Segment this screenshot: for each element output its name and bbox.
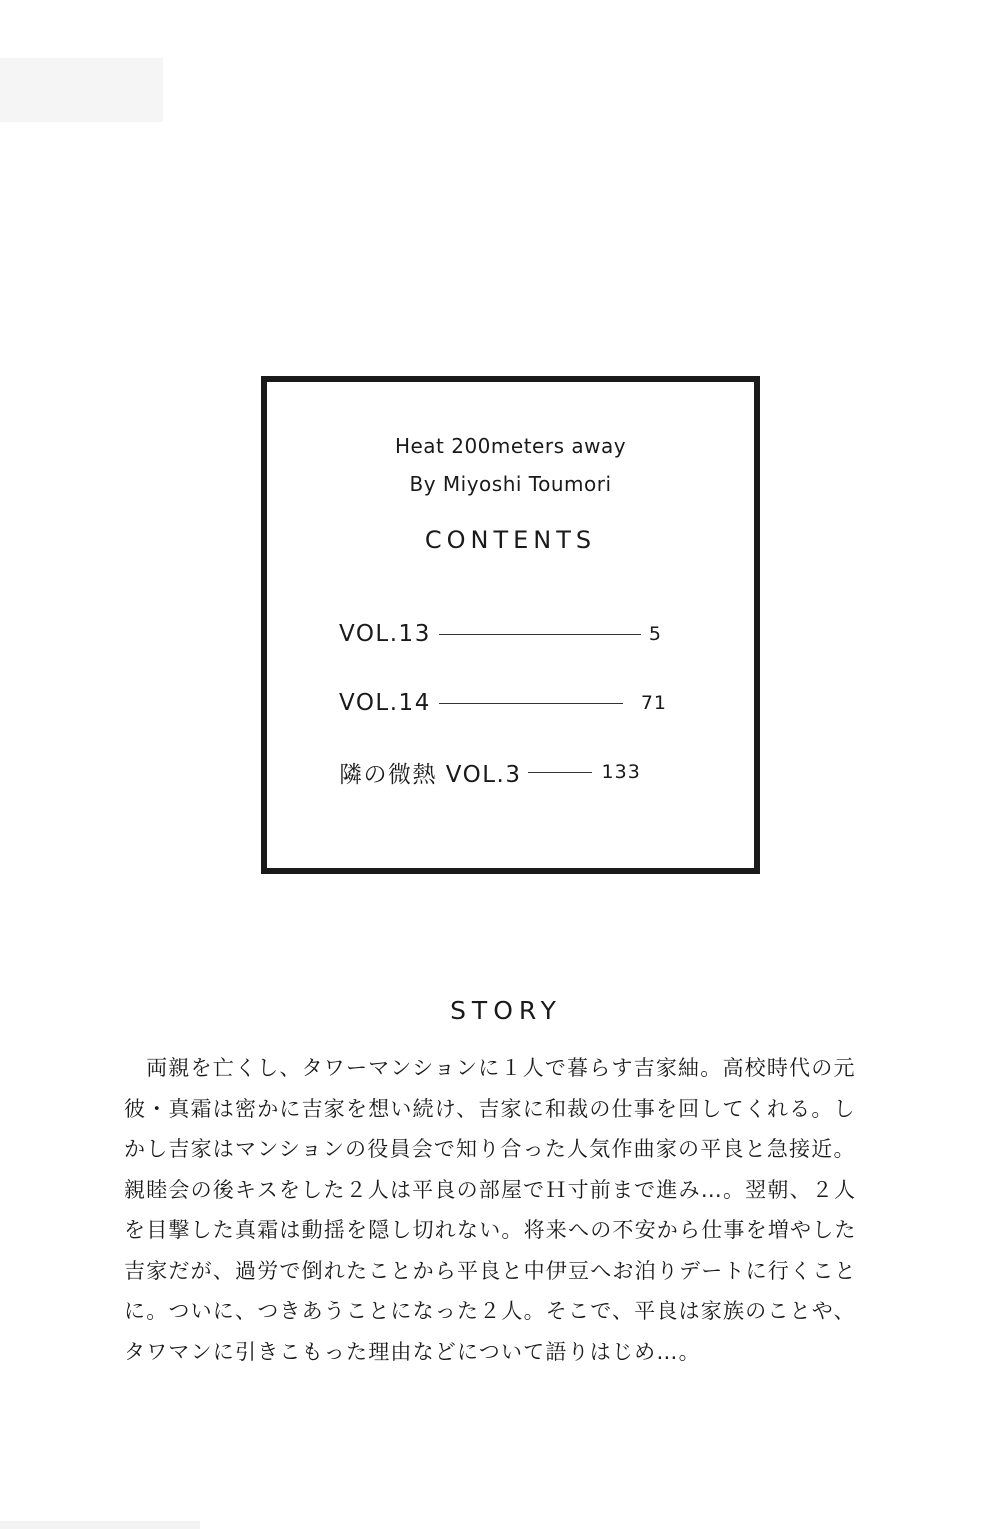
toc-entry-page: 71	[640, 692, 668, 714]
toc-entry-label: VOL.14	[339, 690, 431, 716]
story-heading: STORY	[450, 996, 562, 1025]
story-line: に。ついに、つきあうことになった２人。そこで、平良は家族のことや、	[124, 1299, 856, 1323]
story-line: 両親を亡くし、タワーマンションに１人で暮らす吉家紬。高校時代の元	[124, 1056, 856, 1080]
story-line: 彼・真霜は密かに吉家を想い続け、吉家に和裁の仕事を回してくれる。し	[124, 1096, 856, 1121]
toc-entry-label: VOL.13	[339, 621, 431, 647]
story-line: かし吉家はマンションの役員会で知り合った人気作曲家の平良と急接近。	[124, 1137, 856, 1161]
book-title: Heat 200meters away	[394, 434, 627, 458]
toc-leader-line	[528, 772, 592, 773]
toc-entry-vol13[interactable]	[339, 618, 662, 650]
story-line: 吉家だが、過労で倒れたことから平良と中伊豆へお泊りデートに行くこと	[124, 1258, 857, 1283]
toc-entry-vol14[interactable]	[339, 687, 667, 719]
corner-tag	[0, 58, 163, 122]
toc-entry-label: 隣の微熱 VOL.3	[339, 761, 522, 788]
toc-entry-tonari-vol3[interactable]	[339, 756, 641, 788]
toc-leader-line	[439, 703, 623, 704]
story-line: を目撃した真霜は動揺を隠し切れない。将来への不安から仕事を増やした	[124, 1218, 857, 1242]
contents-box	[261, 376, 760, 874]
book-author: By Miyoshi Toumori	[409, 472, 612, 496]
bottom-strip	[0, 1521, 200, 1529]
toc-leader-line	[439, 634, 641, 635]
story-body	[124, 1048, 894, 1372]
toc-entry-page: 133	[601, 761, 641, 783]
story-line: 親睦会の後キスをした２人は平良の部屋でＨ寸前まで進み…。翌朝、２人	[124, 1177, 857, 1202]
story-line: タワマンに引きこもった理由などについて語りはじめ…。	[124, 1339, 701, 1364]
contents-heading: CONTENTS	[424, 526, 597, 554]
toc-entry-page: 5	[648, 623, 662, 645]
